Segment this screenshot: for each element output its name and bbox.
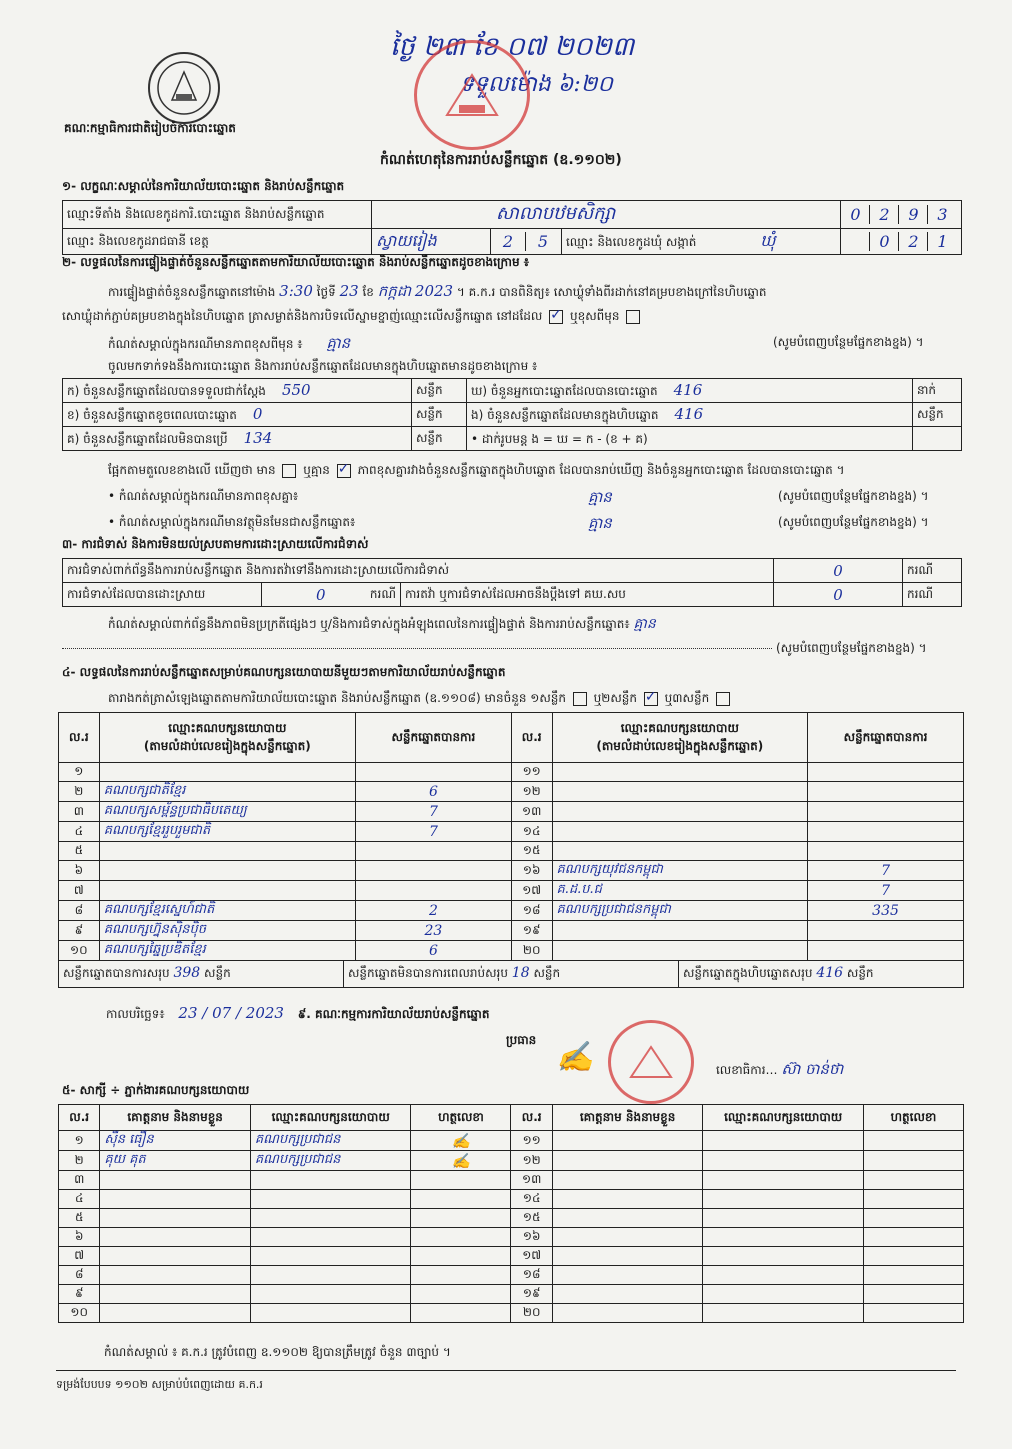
party-name	[552, 763, 808, 782]
witness-name	[100, 1266, 250, 1285]
table-row: ៤ គណបក្សខ្មែររួបរួមជាតិ 7 ១៤	[59, 822, 964, 842]
witness-signature	[411, 1266, 511, 1285]
witness-signature	[411, 1304, 511, 1323]
party-votes: 23	[355, 921, 511, 941]
section3-title: ៣- ការជំទាស់ និងការមិនយល់ស្របតាមការដោះស្រាយលើការជំទាស់	[62, 537, 369, 551]
form-title: កំណត់ហេតុនៃការរាប់សន្លឹកឆ្នោត (ឧ.១១០២)	[380, 152, 622, 168]
seal-remark-value: គ្មាន	[326, 334, 351, 352]
witness-table: ល.រ គោត្តនាម និងនាមខ្លួន ឈ្មោះគណបក្សនយោបាយ ហត្ថលេខា ល.រ គោត្តនាម និងនាមខ្លួន ឈ្មោះគណបក្សនយោបាយ ហត្ថលេខា ១ ស៊ីន ធឿន គណបក្សប្រជាជន ✍ ១១ ២ គុយ គុត គណបក្សប្រជាជន ✍ ១២ ៣ ១៣ ៤ ១៤ ៥ ១៥ ៦ ១៦ ៧ ១៧ ៨ ១៨ ៩ ១៩ ១០ ២០	[58, 1104, 964, 1323]
handwritten-received-time: ទទួលម៉ោង ៦:២០	[460, 72, 613, 97]
table-row: ៣ ១៣	[59, 1171, 964, 1190]
party-votes: 7	[808, 861, 964, 881]
party-votes: 6	[355, 782, 511, 802]
party-votes: 6	[355, 941, 511, 961]
witness-signature	[411, 1209, 511, 1228]
table-row: ៩ ១៩	[59, 1285, 964, 1304]
party-name	[552, 921, 808, 941]
table-row: ៥ ១៥	[59, 842, 964, 861]
party-votes	[808, 921, 964, 941]
party-votes: 335	[808, 901, 964, 921]
section1-title: ១- លក្ខណៈសម្គាល់នៃការិយាល័យបោះឆ្នោត និងរាប់សន្លឹកឆ្នោត	[62, 179, 345, 193]
party-name	[552, 782, 808, 802]
table-row: ១ ១១	[59, 763, 964, 782]
party-name: គណបក្សហ្វ៊ុនស៊ិនប៉ិច	[99, 921, 355, 941]
party-name	[552, 842, 808, 861]
invalid-total: 18	[511, 965, 530, 981]
handwritten-date-top: ថ្ងៃ ២៣ ខែ ០៧ ២០២៣	[390, 32, 635, 62]
official-stamp-bottom	[608, 1020, 694, 1104]
party-votes: 7	[355, 822, 511, 842]
check-month: កក្កដា	[377, 282, 412, 300]
party-votes: 2	[355, 901, 511, 921]
count-row: ខ) ចំនួនសន្លឹកឆ្នោតខូចពេលបោះឆ្នោត 0 សន្លឹក ង) ចំនួនសន្លឹកឆ្នោតដែលមានក្នុងហិបឆ្នោត 416 សន្លឹក	[63, 403, 962, 427]
section3-table: ការជំទាស់ពាក់ព័ន្ធនឹងការរាប់សន្លឹកឆ្នោត និងការតវ៉ាទៅនឹងការដោះស្រាយលើការជំទាស់ 0 ករណី ការជំទាស់ដែលបានដោះស្រាយ 0 ករណី ការតវ៉ា ឬការជំទាស់ដែលអាចនឹងប្តឹងទៅ គឃ.សប 0 ករណី	[62, 558, 962, 607]
witness-signature: ✍	[411, 1131, 511, 1151]
witness-signature	[411, 1190, 511, 1209]
location-value: សាលាបឋមសិក្សា	[496, 203, 616, 224]
footnote: កំណត់សម្គាល់ ៖ គ.ក.រ ត្រូវបំពេញ ឧ.១១០២ ឱ្យបានត្រឹមត្រូវ ចំនួន ៣ច្បាប់ ។	[104, 1345, 451, 1359]
witness-party: គណបក្សប្រជាជន	[250, 1131, 411, 1151]
witness-name	[100, 1228, 250, 1247]
party-name: គ.ដ.ប.ជ	[552, 881, 808, 901]
party-name	[99, 861, 355, 881]
witness-name	[100, 1285, 250, 1304]
witness-party	[250, 1266, 411, 1285]
party-name: គណបក្សសម្ព័ន្ធប្រជាធិបតេយ្យ	[99, 802, 355, 822]
resolved-count: 0	[316, 585, 326, 604]
party-name: គណបក្សឆ្នៃប្រឌិតខ្មែរ	[99, 941, 355, 961]
emblem-icon	[154, 58, 214, 118]
province-label: ឈ្មោះ និងលេខកូដរាជធានី ខេត្ត	[63, 229, 372, 255]
section3-fill-note: (សូមបំពេញបន្ថែមផ្នែកខាងខ្នង) ។	[776, 641, 927, 655]
count-row: គ) ចំនួនសន្លឹកឆ្នោតដែលមិនបានប្រើ 134 សន្លឹក • ដាក់រូបមន្ត ង = ឃ = ក - (ខ + គ)	[63, 427, 962, 451]
seal-remark-line: កំណត់សម្គាល់ក្នុងករណីមានភាពខុសពីមុន ៖ គ្មាន (សូមបំពេញបន្ថែមផ្នែកខាងខ្នង) ។	[108, 334, 924, 352]
three-sheet-checkbox[interactable]	[716, 692, 730, 706]
nec-logo	[148, 52, 220, 124]
witness-name	[100, 1209, 250, 1228]
stamp-emblem-icon	[626, 1042, 676, 1082]
chair-label: ប្រធាន	[506, 1033, 537, 1047]
party-name	[552, 822, 808, 842]
table-row: ៤ ១៤	[59, 1190, 964, 1209]
section4-title: ៤- លទ្ធផលនៃការរាប់សន្លឹកឆ្នោតសម្រាប់គណបក្សនយោបាយនីមួយៗតាមការិយាល័យរាប់សន្លឹកឆ្នោត	[62, 665, 506, 679]
has-difference-checkbox[interactable]	[282, 464, 296, 478]
official-stamp-top	[414, 40, 530, 150]
witness-name	[100, 1304, 250, 1323]
witness-party	[250, 1209, 411, 1228]
commune-label: ឈ្មោះ និងលេខកូដឃុំ សង្កាត់	[566, 234, 697, 249]
party-name: គណបក្សយុវជនកម្ពុជា	[552, 861, 808, 881]
bullet2-line: • កំណត់សម្គាល់ក្នុងករណីមានវត្ថុមិនមែនជាសន្លឹកឆ្នោត៖ គ្មាន (សូមបំពេញបន្ថែមផ្នែកខាងខ្នង) ។	[108, 514, 929, 532]
commune-code: 0 2 1	[841, 229, 962, 255]
box-total: 416	[816, 965, 844, 981]
table-row: ១០ ២០	[59, 1304, 964, 1323]
table-row: ៣ គណបក្សសម្ព័ន្ធប្រជាធិបតេយ្យ 7 ១៣	[59, 802, 964, 822]
org-name: គណៈកម្មាធិការជាតិរៀបចំការបោះឆ្នោត	[64, 121, 236, 135]
witness-signature	[411, 1228, 511, 1247]
table-row: ៨ គណបក្សខ្មែរស្នេហ៍ជាតិ 2 ១៨ គណបក្សប្រជាជនកម្ពុជា 335	[59, 901, 964, 921]
witness-signature	[411, 1285, 511, 1304]
section2-intro: ការផ្ទៀងផ្ទាត់ចំនួនសន្លឹកឆ្នោតនៅម៉ោង 3:30 ថ្ងៃទី 23 ខែ កក្កដា 2023 ។ គ.ក.រ បានពិនិត្យ៖ សោឃ្លុំទាំងពីរដាក់នៅគម្របខាងក្រៅនៃហិបឆ្នោត	[108, 282, 767, 300]
witness-name	[100, 1247, 250, 1266]
party-votes	[355, 763, 511, 782]
results-table: ល.រ ឈ្មោះគណបក្សនយោបាយ (តាមលំដាប់លេខរៀងក្នុងសន្លឹកឆ្នោត) សន្លឹកឆ្នោតបានការ ល.រ ឈ្មោះគណបក្សនយោបាយ (តាមលំដាប់លេខរៀងក្នុងសន្លឹកឆ្នោត) សន្លឹកឆ្នោតបានការ ១ ១១ ២ គណបក្សជាតិខ្មែរ 6 ១២ ៣ គណបក្សសម្ព័ន្ធប្រជាធិបតេយ្យ 7 ១៣ ៤ គណបក្សខ្មែររួបរួមជាតិ 7 ១៤ ៥ ១៥ ៦ ១៦ គណបក្សយុវជនកម្ពុជា 7 ៧ ១៧ គ.ដ.ប.ជ 7 ៨ គណបក្សខ្មែរស្នេហ៍ជាតិ 2 ១៨ គណបក្សប្រជាជនកម្ពុជា 335 ៩ គណបក្សហ្វ៊ុនស៊ិនប៉ិច 23 ១៩ ១០ គណបក្សឆ្នៃប្រឌិតខ្មែរ 6 ២០ សន្លឹកឆ្នោតបានការសរុប 398 សន្លឹក សន្លឹកឆ្នោតមិនបានការពេលរាប់សរុប 18 សន្លឹក សន្លឹកឆ្នោតក្នុងហិបឆ្នោតសរុប 416 សន្លឹក	[58, 712, 964, 988]
objections-count: 0	[833, 561, 843, 580]
table-row: ៥ ១៥	[59, 1209, 964, 1228]
province-code: 2 5	[491, 229, 562, 255]
party-votes	[808, 941, 964, 961]
party-name: គណបក្សជាតិខ្មែរ	[99, 782, 355, 802]
witness-party	[250, 1247, 411, 1266]
secretary-name: ស៊ា ចាន់ថា	[781, 1060, 844, 1078]
unchanged-checkbox[interactable]	[549, 310, 563, 324]
table-row: ៨ ១៨	[59, 1266, 964, 1285]
date-value: 23 / 07 / 2023	[178, 1004, 284, 1022]
witness-name: ស៊ីន ធឿន	[100, 1131, 250, 1151]
witness-name	[100, 1171, 250, 1190]
location-code: 0 2 9 3	[841, 201, 962, 229]
party-votes	[808, 782, 964, 802]
commune-value: ឃុំ	[760, 230, 776, 250]
witness-signature: ✍	[411, 1151, 511, 1171]
province-value: ស្វាយរៀង	[376, 230, 437, 250]
location-label: ឈ្មោះទីតាំង និងលេខកូដការិ.បោះឆ្នោត និងរាប់សន្លឹកឆ្នោត	[63, 201, 372, 229]
witness-signature	[411, 1171, 511, 1190]
secretary-line: លេខាធិការ… ស៊ា ចាន់ថា	[716, 1060, 844, 1078]
party-votes	[808, 763, 964, 782]
section5-title: ៥- សាក្សី ÷ ភ្នាក់ងារគណបក្សនយោបាយ	[62, 1083, 250, 1097]
one-sheet-checkbox[interactable]	[573, 692, 587, 706]
check-time: 3:30	[279, 282, 313, 300]
party-votes	[808, 822, 964, 842]
count-row: ក) ចំនួនសន្លឹកឆ្នោតដែលបានទទួលជាក់ស្តែង 550 សន្លឹក ឃ) ចំនួនអ្នកបោះឆ្នោតដែលបានបោះឆ្នោត 416 នាក់	[63, 379, 962, 403]
witness-signature	[411, 1247, 511, 1266]
stamp-emblem-icon	[437, 65, 507, 125]
difference-line: ផ្អែកតាមតួលេខខាងលើ ឃើញថា មាន ឬគ្មាន ✓ ភាពខុសគ្នារវាងចំនួនសន្លឹកឆ្នោតក្នុងហិបឆ្នោត ដែលបានរាប់ឃើញ និងចំនួនអ្នកបោះឆ្នោត ដែលបានបោះឆ្នោត ។	[108, 462, 845, 480]
bullet1-line: • កំណត់សម្គាល់ក្នុងករណីមានភាពខុសគ្នា៖ គ្មាន (សូមបំពេញបន្ថែមផ្នែកខាងខ្នង) ។	[108, 488, 929, 506]
party-name	[99, 881, 355, 901]
party-name	[552, 941, 808, 961]
party-votes	[355, 881, 511, 901]
party-name	[99, 763, 355, 782]
party-votes	[355, 842, 511, 861]
party-name	[552, 802, 808, 822]
section2-title: ២- លទ្ធផលនៃការផ្ទៀងផ្ទាត់ចំនួនសន្លឹកឆ្នោតតាមការិយាល័យបោះឆ្នោត និងរាប់សន្លឹកឆ្នោតដូចខាងក្រោម ៖	[62, 255, 530, 269]
table-row: ៧ ១៧	[59, 1247, 964, 1266]
chair-signature: ✍	[556, 1040, 594, 1075]
date-line: កាលបរិច្ឆេទ៖ 23 / 07 / 2023 ៩. គណៈកម្មការការិយាល័យរាប់សន្លឹកឆ្នោត	[106, 1004, 490, 1022]
appeal-count: 0	[833, 585, 843, 604]
table-row: ២ គុយ គុត គណបក្សប្រជាជន ✍ ១២	[59, 1151, 964, 1171]
party-votes	[808, 802, 964, 822]
table-row: ៦ ១៦ គណបក្សយុវជនកម្ពុជា 7	[59, 861, 964, 881]
table-row: ២ គណបក្សជាតិខ្មែរ 6 ១២	[59, 782, 964, 802]
party-name	[99, 842, 355, 861]
witness-party	[250, 1190, 411, 1209]
table-row: ៩ គណបក្សហ្វ៊ុនស៊ិនប៉ិច 23 ១៩	[59, 921, 964, 941]
valid-total: 398	[173, 965, 201, 981]
witness-name: គុយ គុត	[100, 1151, 250, 1171]
no-difference-checkbox[interactable]	[337, 464, 351, 478]
witness-party	[250, 1228, 411, 1247]
party-votes	[808, 842, 964, 861]
counts-table	[62, 378, 962, 451]
counts-intro: ចូលមកទាក់ទងនឹងការបោះឆ្នោត និងការរាប់សន្លឹកឆ្នោតដែលមានក្នុងហិបឆ្នោតមានដូចខាងក្រោម ៖	[108, 359, 538, 373]
section4-subtitle: តារាងកត់ត្រាសំឡេងឆ្នោតតាមការិយាល័យបោះឆ្នោត និងរាប់សន្លឹកឆ្នោត (ឧ.១១០៨) មានចំនួន ១សន្លឹក ឬ២សន្លឹក ✓ ឬ៣សន្លឹក	[108, 690, 733, 708]
table-row: ១០ គណបក្សឆ្នៃប្រឌិតខ្មែរ 6 ២០	[59, 941, 964, 961]
witness-party	[250, 1285, 411, 1304]
party-name: គណបក្សខ្មែរស្នេហ៍ជាតិ	[99, 901, 355, 921]
changed-checkbox[interactable]	[626, 310, 640, 324]
witness-party	[250, 1304, 411, 1323]
two-sheet-checkbox[interactable]	[644, 692, 658, 706]
section2-intro-line2: សោឃ្លុំដាក់ភ្ជាប់គម្របខាងក្នុងនៃហិបឆ្នោត ត្រាសម្ងាត់និងការបិទលើស្នាមខ្នាញ់ឈ្មោះលើសន្លឹកឆ្នោត នៅដដែល ✓ ឬខុសពីមុន	[62, 308, 643, 326]
section1-table	[62, 200, 962, 255]
table-row: ៧ ១៧ គ.ដ.ប.ជ 7	[59, 881, 964, 901]
party-votes	[355, 861, 511, 881]
check-year: 2023	[414, 282, 454, 300]
party-name: គណបក្សប្រជាជនកម្ពុជា	[552, 901, 808, 921]
table-row: ៦ ១៦	[59, 1228, 964, 1247]
table-row: ១ ស៊ីន ធឿន គណបក្សប្រជាជន ✍ ១១	[59, 1131, 964, 1151]
party-name: គណបក្សខ្មែររួបរួមជាតិ	[99, 822, 355, 842]
party-votes: 7	[355, 802, 511, 822]
form-footer: ទម្រង់បែបបទ ១១០២ សម្រាប់បំពេញដោយ គ.ក.រ	[56, 1378, 263, 1391]
section3-remark: កំណត់សម្គាល់ពាក់ព័ន្ធនឹងភាពមិនប្រក្រតីផ្សេងៗ ឬ/និងការជំទាស់ក្នុងអំឡុងពេលនៃការផ្ទៀងផ្ទាត់ និងការរាប់សន្លឹកឆ្នោត៖ គ្មាន	[108, 616, 656, 632]
witness-party: គណបក្សប្រជាជន	[250, 1151, 411, 1171]
party-votes: 7	[808, 881, 964, 901]
check-day: 23	[339, 282, 359, 300]
witness-name	[100, 1190, 250, 1209]
witness-party	[250, 1171, 411, 1190]
